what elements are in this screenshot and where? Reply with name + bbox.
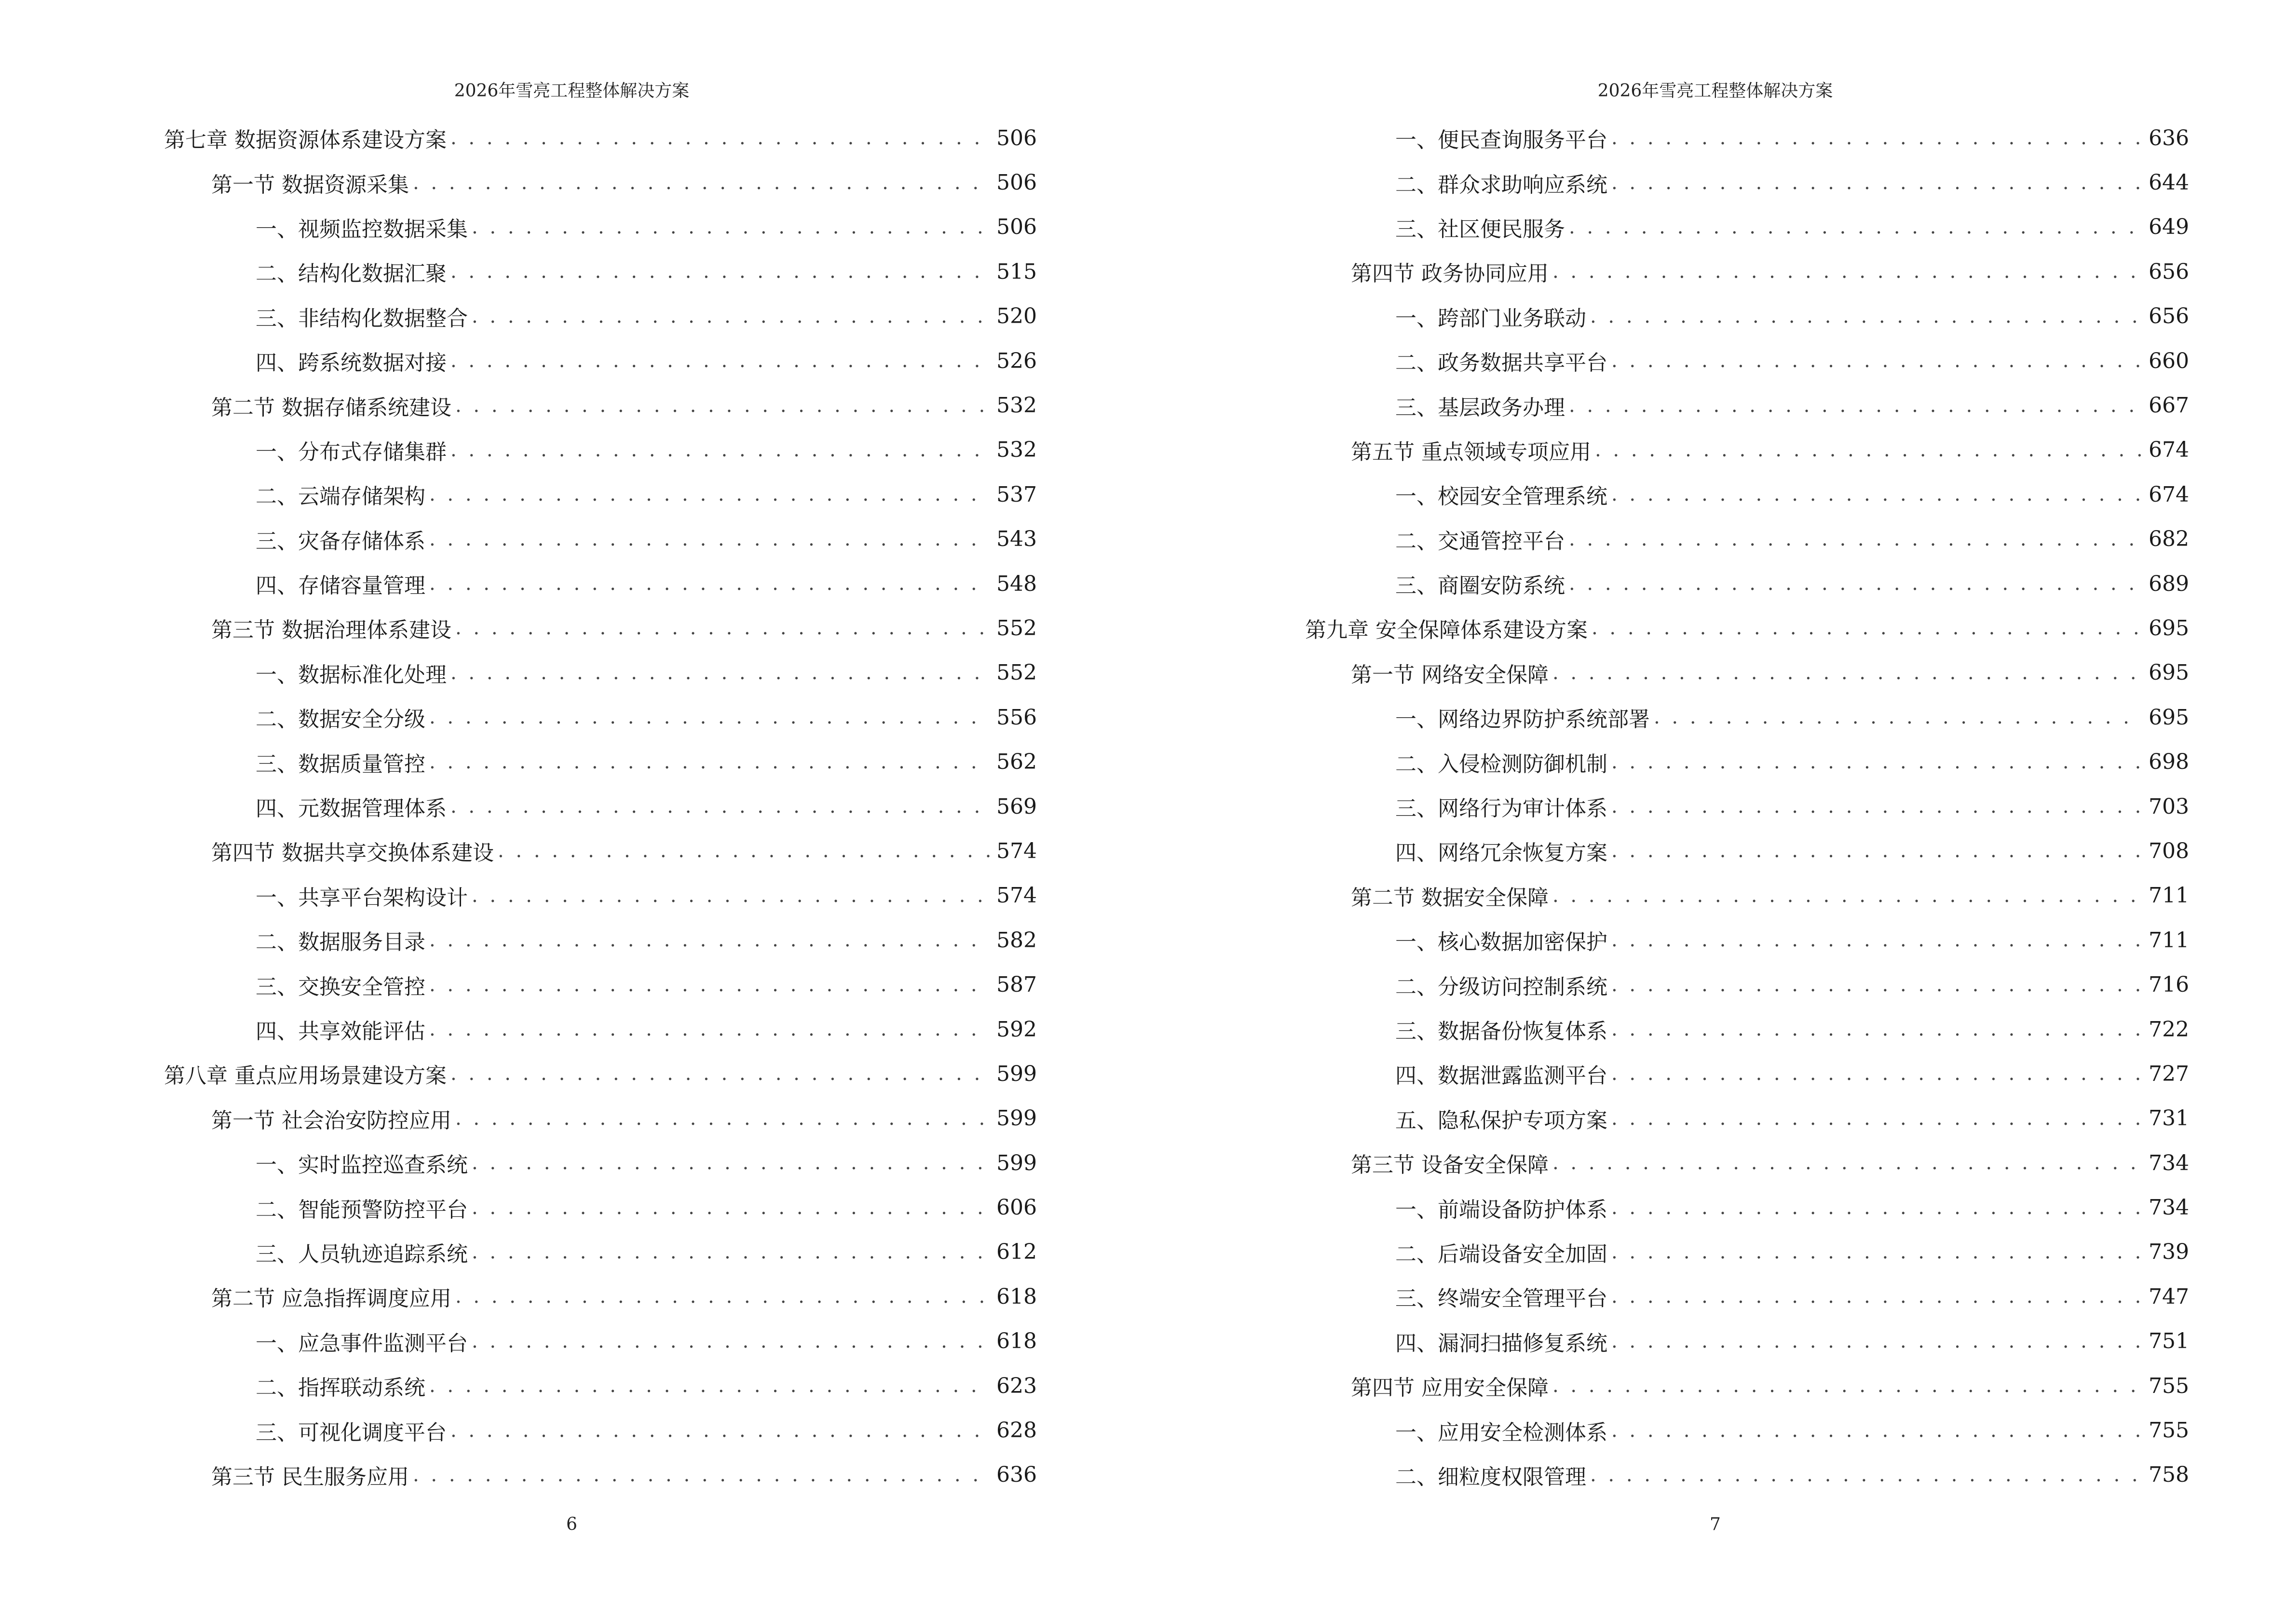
dot-leader (1611, 795, 2142, 818)
toc-entry-page: 515 (996, 259, 1037, 284)
toc-entry-title: 一、网络边界防护系统部署 (1395, 707, 1650, 732)
toc-entry-page: 612 (996, 1240, 1037, 1265)
toc-entry-page: 711 (2149, 928, 2189, 953)
toc-entry-page: 734 (2149, 1150, 2189, 1175)
toc-entry-title: 三、非结构化数据整合 (256, 306, 468, 331)
dot-leader (1611, 1063, 2142, 1085)
dot-leader (450, 260, 990, 283)
dot-leader (450, 795, 990, 818)
dot-leader (429, 974, 990, 996)
dot-leader (472, 1330, 990, 1352)
toc-entry[interactable] (0, 1230, 1037, 1274)
toc-entry-title: 一、实时监控巡查系统 (256, 1153, 468, 1178)
toc-entry[interactable] (0, 606, 1037, 650)
toc-entry-title: 三、可视化调度平台 (256, 1420, 447, 1445)
toc-entry-page: 656 (2149, 259, 2189, 284)
toc-entry-page: 574 (996, 838, 1037, 863)
toc-entry-page: 660 (2149, 348, 2189, 373)
page-number: 6 (566, 1515, 577, 1534)
toc-entry-page: 506 (996, 125, 1037, 150)
toc-entry[interactable] (1144, 1230, 2189, 1274)
toc-entry[interactable] (0, 1051, 1037, 1096)
dot-leader (1611, 974, 2142, 996)
toc-entry-title: 一、视频监控数据采集 (256, 217, 468, 242)
toc-entry[interactable] (1144, 1185, 2189, 1229)
dot-leader (1569, 528, 2142, 550)
dot-leader (1611, 1107, 2142, 1130)
toc-entry-title: 第四节 应用安全保障 (1351, 1376, 1549, 1401)
toc-entry[interactable] (0, 1453, 1037, 1497)
dot-leader (450, 1419, 990, 1442)
toc-entry[interactable] (0, 116, 1037, 160)
toc-entry-page: 562 (996, 750, 1037, 775)
dot-leader (1611, 1419, 2142, 1442)
toc-entry-page: 751 (2149, 1329, 2189, 1354)
dot-leader (472, 885, 990, 907)
dot-leader (455, 1285, 990, 1308)
toc-entry-title: 二、政务数据共享平台 (1395, 351, 1607, 376)
toc-entry-page: 506 (996, 215, 1037, 240)
toc-entry-title: 四、元数据管理体系 (256, 796, 447, 821)
toc-entry-title: 第二节 数据安全保障 (1351, 885, 1549, 910)
toc-entry-page: 599 (996, 1106, 1037, 1131)
toc-entry[interactable] (1144, 428, 2189, 472)
dot-leader (1552, 662, 2142, 684)
toc-entry[interactable] (1144, 1007, 2189, 1051)
toc-entry-title: 第二节 数据存储系统建设 (211, 395, 451, 420)
dot-leader (1611, 1330, 2142, 1352)
toc-entry[interactable] (1144, 1274, 2189, 1319)
toc-entry-title: 二、分级访问控制系统 (1395, 974, 1607, 999)
toc-entry-page: 618 (996, 1329, 1037, 1354)
toc-entry[interactable] (1144, 116, 2189, 160)
toc-entry-title: 第九章 安全保障体系建设方案 (1305, 618, 1588, 643)
toc-entry-page: 703 (2149, 794, 2189, 819)
dot-leader (429, 573, 990, 595)
toc-entry-page: 569 (996, 794, 1037, 819)
toc-entry[interactable] (1144, 1364, 2189, 1408)
toc-entry[interactable] (1144, 1096, 2189, 1141)
toc-entry[interactable] (0, 249, 1037, 294)
toc-entry-page: 574 (996, 883, 1037, 908)
toc-entry[interactable] (0, 784, 1037, 829)
toc-entry[interactable] (1144, 1051, 2189, 1096)
toc-entry-title: 二、入侵检测防御机制 (1395, 751, 1607, 777)
toc-entry-page: 526 (996, 348, 1037, 373)
toc-entry-title: 二、智能预警防控平台 (256, 1197, 468, 1222)
toc-entry-title: 三、社区便民服务 (1395, 217, 1565, 242)
page-header: 2026年雪亮工程整体解决方案 (454, 81, 690, 101)
dot-leader (1611, 127, 2142, 149)
toc-entry-page: 747 (2149, 1284, 2189, 1309)
toc-entry[interactable] (1144, 1453, 2189, 1497)
toc-entry-title: 二、云端存储架构 (256, 484, 425, 509)
toc-entry-title: 四、共享效能评估 (256, 1019, 425, 1044)
toc-entry-title: 四、跨系统数据对接 (256, 351, 447, 376)
toc-entry-page: 755 (2149, 1373, 2189, 1398)
dot-leader (1611, 929, 2142, 951)
toc-entry-title: 一、应急事件监测平台 (256, 1331, 468, 1356)
dot-leader (472, 1197, 990, 1219)
toc-entry-page: 689 (2149, 571, 2189, 596)
toc-entry[interactable] (1144, 472, 2189, 517)
toc-entry-title: 第三节 民生服务应用 (211, 1464, 409, 1489)
dot-leader (498, 840, 990, 862)
dot-leader (450, 350, 990, 372)
toc-entry-page: 734 (2149, 1195, 2189, 1220)
toc-entry-page: 649 (2149, 215, 2189, 240)
toc-entry-page: 667 (2149, 393, 2189, 418)
dot-leader (1595, 439, 2142, 461)
toc-entry-page: 532 (996, 437, 1037, 463)
toc-entry-page: 506 (996, 170, 1037, 195)
toc-entry-title: 第八章 重点应用场景建设方案 (164, 1064, 447, 1089)
toc-entry-page: 599 (996, 1061, 1037, 1086)
toc-entry[interactable] (1144, 160, 2189, 205)
toc-entry-page: 623 (996, 1373, 1037, 1398)
toc-entry-page: 674 (2149, 482, 2189, 507)
toc-entry[interactable] (0, 873, 1037, 918)
dot-leader (450, 127, 990, 149)
toc-entry-page: 698 (2149, 750, 2189, 775)
toc-entry[interactable] (0, 739, 1037, 784)
toc-entry[interactable] (1144, 962, 2189, 1007)
dot-leader (1611, 172, 2142, 194)
toc-entry[interactable] (0, 695, 1037, 739)
toc-entry-title: 第二节 应急指挥调度应用 (211, 1286, 451, 1311)
dot-leader (429, 751, 990, 773)
toc-entry[interactable] (0, 1408, 1037, 1452)
toc-entry[interactable] (0, 918, 1037, 962)
toc-entry-title: 第三节 数据治理体系建设 (211, 618, 451, 643)
toc-entry[interactable] (1144, 606, 2189, 650)
toc-entry-page: 656 (2149, 304, 2189, 329)
toc-entry-page: 674 (2149, 437, 2189, 463)
toc-entry-page: 592 (996, 1017, 1037, 1042)
dot-leader (1611, 1018, 2142, 1040)
dot-leader (1569, 216, 2142, 238)
toc-entry-title: 一、数据标准化处理 (256, 662, 447, 687)
dot-leader (429, 1018, 990, 1040)
dot-leader (455, 1107, 990, 1130)
toc-entry-title: 五、隐私保护专项方案 (1395, 1108, 1607, 1133)
toc-entry-page: 758 (2149, 1462, 2189, 1488)
toc-entry-title: 二、数据安全分级 (256, 707, 425, 732)
toc-entry[interactable] (0, 561, 1037, 606)
toc-entry-title: 一、应用安全检测体系 (1395, 1420, 1607, 1445)
toc-entry-page: 636 (2149, 125, 2189, 150)
toc-entry[interactable] (0, 294, 1037, 339)
toc-entry-title: 二、群众求助响应系统 (1395, 172, 1607, 197)
right-page (1144, 0, 2287, 1624)
dot-leader (1590, 1464, 2142, 1486)
dot-leader (429, 706, 990, 728)
toc-entry-page: 599 (996, 1150, 1037, 1175)
toc-entry-title: 三、网络行为审计体系 (1395, 796, 1607, 821)
dot-leader (1592, 617, 2142, 639)
dot-leader (1611, 751, 2142, 773)
dot-leader (429, 1375, 990, 1397)
toc-entry-title: 四、网络冗余恢复方案 (1395, 841, 1607, 866)
dot-leader (429, 528, 990, 550)
toc-entry[interactable] (1144, 695, 2189, 739)
toc-entry[interactable] (0, 339, 1037, 383)
toc-entry-page: 739 (2149, 1240, 2189, 1265)
toc-entry-title: 一、跨部门业务联动 (1395, 306, 1586, 331)
toc-entry-page: 520 (996, 304, 1037, 329)
toc-entry[interactable] (0, 1185, 1037, 1229)
page-number: 7 (1710, 1515, 1721, 1534)
dot-leader (455, 395, 990, 417)
toc-entry[interactable] (1144, 1408, 2189, 1452)
toc-entry[interactable] (1144, 1141, 2189, 1185)
toc-entry-title: 二、交通管控平台 (1395, 529, 1565, 554)
toc-entry-page: 695 (2149, 705, 2189, 730)
toc-entry-title: 第四节 数据共享交换体系建设 (211, 841, 494, 866)
toc-entry-page: 644 (2149, 170, 2189, 195)
toc-entry-page: 695 (2149, 660, 2189, 685)
toc-entry-title: 二、后端设备安全加固 (1395, 1242, 1607, 1267)
toc-entry-title: 三、数据质量管控 (256, 751, 425, 777)
toc-entry-page: 552 (996, 615, 1037, 641)
toc-entry-title: 三、人员轨迹追踪系统 (256, 1242, 468, 1267)
toc-entry[interactable] (1144, 739, 2189, 784)
toc-entry[interactable] (0, 205, 1037, 249)
toc-entry-page: 636 (996, 1462, 1037, 1488)
toc-entry[interactable] (0, 1319, 1037, 1364)
toc-entry[interactable] (1144, 918, 2189, 962)
toc-entry[interactable] (0, 1364, 1037, 1408)
toc-entry[interactable] (1144, 339, 2189, 383)
toc-entry[interactable] (0, 962, 1037, 1007)
toc-entry[interactable] (0, 383, 1037, 427)
dot-leader (472, 305, 990, 328)
toc-entry-title: 一、便民查询服务平台 (1395, 128, 1607, 153)
toc-entry-page: 695 (2149, 615, 2189, 641)
dot-leader (1611, 350, 2142, 372)
dot-leader (1590, 305, 2142, 328)
dot-leader (429, 483, 990, 505)
toc-entry[interactable] (0, 160, 1037, 205)
toc-entry-title: 二、细粒度权限管理 (1395, 1464, 1586, 1489)
toc-entry-page: 727 (2149, 1061, 2189, 1086)
toc-entry[interactable] (1144, 651, 2189, 695)
dot-leader (1552, 885, 2142, 907)
dot-leader (450, 439, 990, 461)
toc-entry-page: 606 (996, 1195, 1037, 1220)
table-of-contents (1144, 116, 2189, 1497)
toc-entry[interactable] (0, 517, 1037, 561)
toc-entry[interactable] (0, 1096, 1037, 1141)
toc-entry[interactable] (1144, 205, 2189, 249)
toc-entry-title: 第一节 网络安全保障 (1351, 662, 1549, 687)
dot-leader (1611, 1197, 2142, 1219)
toc-entry-page: 548 (996, 571, 1037, 596)
toc-entry-page: 543 (996, 527, 1037, 552)
toc-entry[interactable] (1144, 561, 2189, 606)
toc-entry-title: 第一节 数据资源采集 (211, 172, 409, 197)
toc-entry[interactable] (1144, 517, 2189, 561)
toc-entry-page: 682 (2149, 527, 2189, 552)
toc-entry-title: 三、交换安全管控 (256, 974, 425, 999)
toc-entry-page: 628 (996, 1418, 1037, 1443)
toc-entry-title: 四、数据泄露监测平台 (1395, 1064, 1607, 1089)
dot-leader (450, 662, 990, 684)
toc-entry[interactable] (1144, 829, 2189, 873)
toc-entry-title: 三、数据备份恢复体系 (1395, 1019, 1607, 1044)
toc-entry-page: 556 (996, 705, 1037, 730)
toc-entry-page: 755 (2149, 1418, 2189, 1443)
toc-entry-page: 618 (996, 1284, 1037, 1309)
dot-leader (413, 1464, 990, 1486)
toc-entry-title: 二、指挥联动系统 (256, 1376, 425, 1401)
toc-entry-title: 三、终端安全管理平台 (1395, 1286, 1607, 1311)
toc-entry[interactable] (1144, 249, 2189, 294)
toc-entry-title: 二、结构化数据汇聚 (256, 261, 447, 287)
toc-entry-page: 537 (996, 482, 1037, 507)
toc-entry[interactable] (0, 651, 1037, 695)
toc-entry-title: 一、前端设备防护体系 (1395, 1197, 1607, 1222)
toc-entry-page: 532 (996, 393, 1037, 418)
toc-entry-page: 708 (2149, 838, 2189, 863)
toc-entry-title: 四、存储容量管理 (256, 573, 425, 599)
toc-entry-title: 一、核心数据加密保护 (1395, 930, 1607, 955)
toc-entry-title: 三、灾备存储体系 (256, 529, 425, 554)
dot-leader (1552, 1152, 2142, 1174)
dot-leader (1611, 840, 2142, 862)
toc-entry-title: 三、商圈安防系统 (1395, 573, 1565, 599)
toc-entry-title: 一、共享平台架构设计 (256, 885, 468, 910)
toc-entry-page: 552 (996, 660, 1037, 685)
dot-leader (413, 172, 990, 194)
dot-leader (472, 1241, 990, 1263)
toc-entry-title: 一、分布式存储集群 (256, 439, 447, 464)
dot-leader (472, 1152, 990, 1174)
toc-entry-title: 三、基层政务办理 (1395, 395, 1565, 420)
toc-entry-page: 711 (2149, 883, 2189, 908)
toc-entry[interactable] (0, 1141, 1037, 1185)
dot-leader (429, 929, 990, 951)
dot-leader (472, 216, 990, 238)
toc-entry-title: 第四节 政务协同应用 (1351, 261, 1549, 287)
toc-entry-title: 第五节 重点领域专项应用 (1351, 439, 1591, 464)
toc-entry[interactable] (1144, 873, 2189, 918)
toc-entry-title: 二、数据服务目录 (256, 930, 425, 955)
dot-leader (1552, 1375, 2142, 1397)
toc-entry[interactable] (0, 428, 1037, 472)
dot-leader (1569, 573, 2142, 595)
toc-entry[interactable] (0, 1007, 1037, 1051)
toc-entry-page: 731 (2149, 1106, 2189, 1131)
toc-entry-title: 一、校园安全管理系统 (1395, 484, 1607, 509)
dot-leader (1569, 395, 2142, 417)
dot-leader (455, 617, 990, 639)
dot-leader (1611, 483, 2142, 505)
toc-entry-page: 587 (996, 972, 1037, 997)
toc-entry-page: 582 (996, 928, 1037, 953)
toc-entry-title: 第三节 设备安全保障 (1351, 1153, 1549, 1178)
table-of-contents (0, 116, 1037, 1497)
dot-leader (1611, 1285, 2142, 1308)
toc-entry[interactable] (0, 1274, 1037, 1319)
toc-entry-title: 第七章 数据资源体系建设方案 (164, 128, 447, 153)
dot-leader (1654, 706, 2142, 728)
toc-entry[interactable] (1144, 383, 2189, 427)
toc-entry-title: 四、漏洞扫描修复系统 (1395, 1331, 1607, 1356)
dot-leader (1611, 1241, 2142, 1263)
toc-entry[interactable] (0, 829, 1037, 873)
page-header: 2026年雪亮工程整体解决方案 (1597, 81, 1833, 101)
toc-entry[interactable] (0, 472, 1037, 517)
dot-leader (1552, 260, 2142, 283)
toc-entry-title: 第一节 社会治安防控应用 (211, 1108, 451, 1133)
toc-entry[interactable] (1144, 1319, 2189, 1364)
toc-entry-page: 716 (2149, 972, 2189, 997)
toc-entry[interactable] (1144, 294, 2189, 339)
toc-entry-page: 722 (2149, 1017, 2189, 1042)
toc-entry[interactable] (1144, 784, 2189, 829)
dot-leader (450, 1063, 990, 1085)
